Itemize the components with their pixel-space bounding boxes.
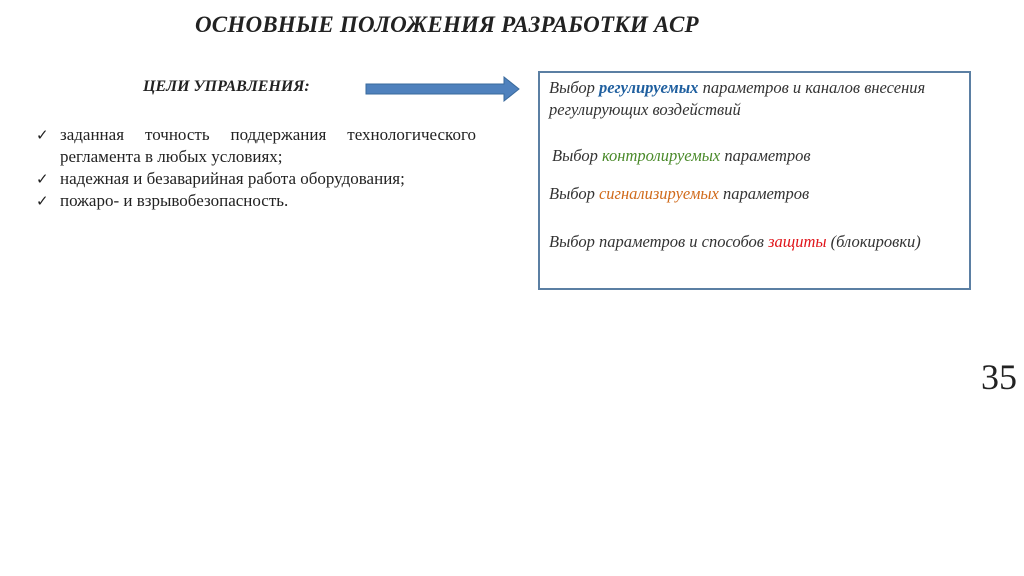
item-prefix: Выбор параметров и способов	[549, 232, 769, 251]
page-number: 35	[981, 357, 1017, 397]
goal-text: пожаро- и взрывобезопасность.	[60, 191, 289, 210]
goal-text: заданная точность поддержания технологического регламента в любых условиях;	[60, 125, 476, 166]
controlled-parameters-item	[552, 145, 811, 167]
keyword-signaled: сигнализируемых	[598, 184, 719, 203]
keyword-protection: защиты	[768, 232, 827, 251]
keyword-regulated: регулируемых	[598, 78, 699, 97]
check-mark-icon: ✓	[36, 192, 49, 210]
goal-text: надежная и безаварийная работа оборудования;	[60, 169, 405, 188]
regulated-parameters-item	[549, 77, 969, 121]
goals-list	[36, 124, 476, 212]
list-item	[36, 124, 476, 168]
item-prefix: Выбор	[552, 146, 602, 165]
list-item	[36, 168, 476, 190]
item-suffix: параметров	[718, 184, 810, 203]
slide-title: ОСНОВНЫЕ ПОЛОЖЕНИЯ РАЗРАБОТКИ АСР	[195, 12, 699, 37]
goals-heading: ЦЕЛИ УПРАВЛЕНИЯ:	[143, 78, 310, 95]
item-suffix: параметров	[720, 146, 811, 165]
item-prefix: Выбор	[549, 78, 599, 97]
list-item	[36, 190, 476, 212]
item-suffix: параметров и каналов внесения регулирующих воздействий	[549, 78, 926, 119]
check-mark-icon: ✓	[36, 126, 49, 144]
protection-parameters-item	[549, 231, 949, 253]
item-suffix: (блокировки)	[826, 232, 921, 251]
right-arrow-icon	[365, 76, 520, 102]
signaled-parameters-item	[549, 183, 809, 205]
keyword-controlled: контролируемых	[601, 146, 721, 165]
parameter-selection-box	[538, 71, 971, 290]
check-mark-icon: ✓	[36, 170, 49, 188]
item-prefix: Выбор	[549, 184, 599, 203]
